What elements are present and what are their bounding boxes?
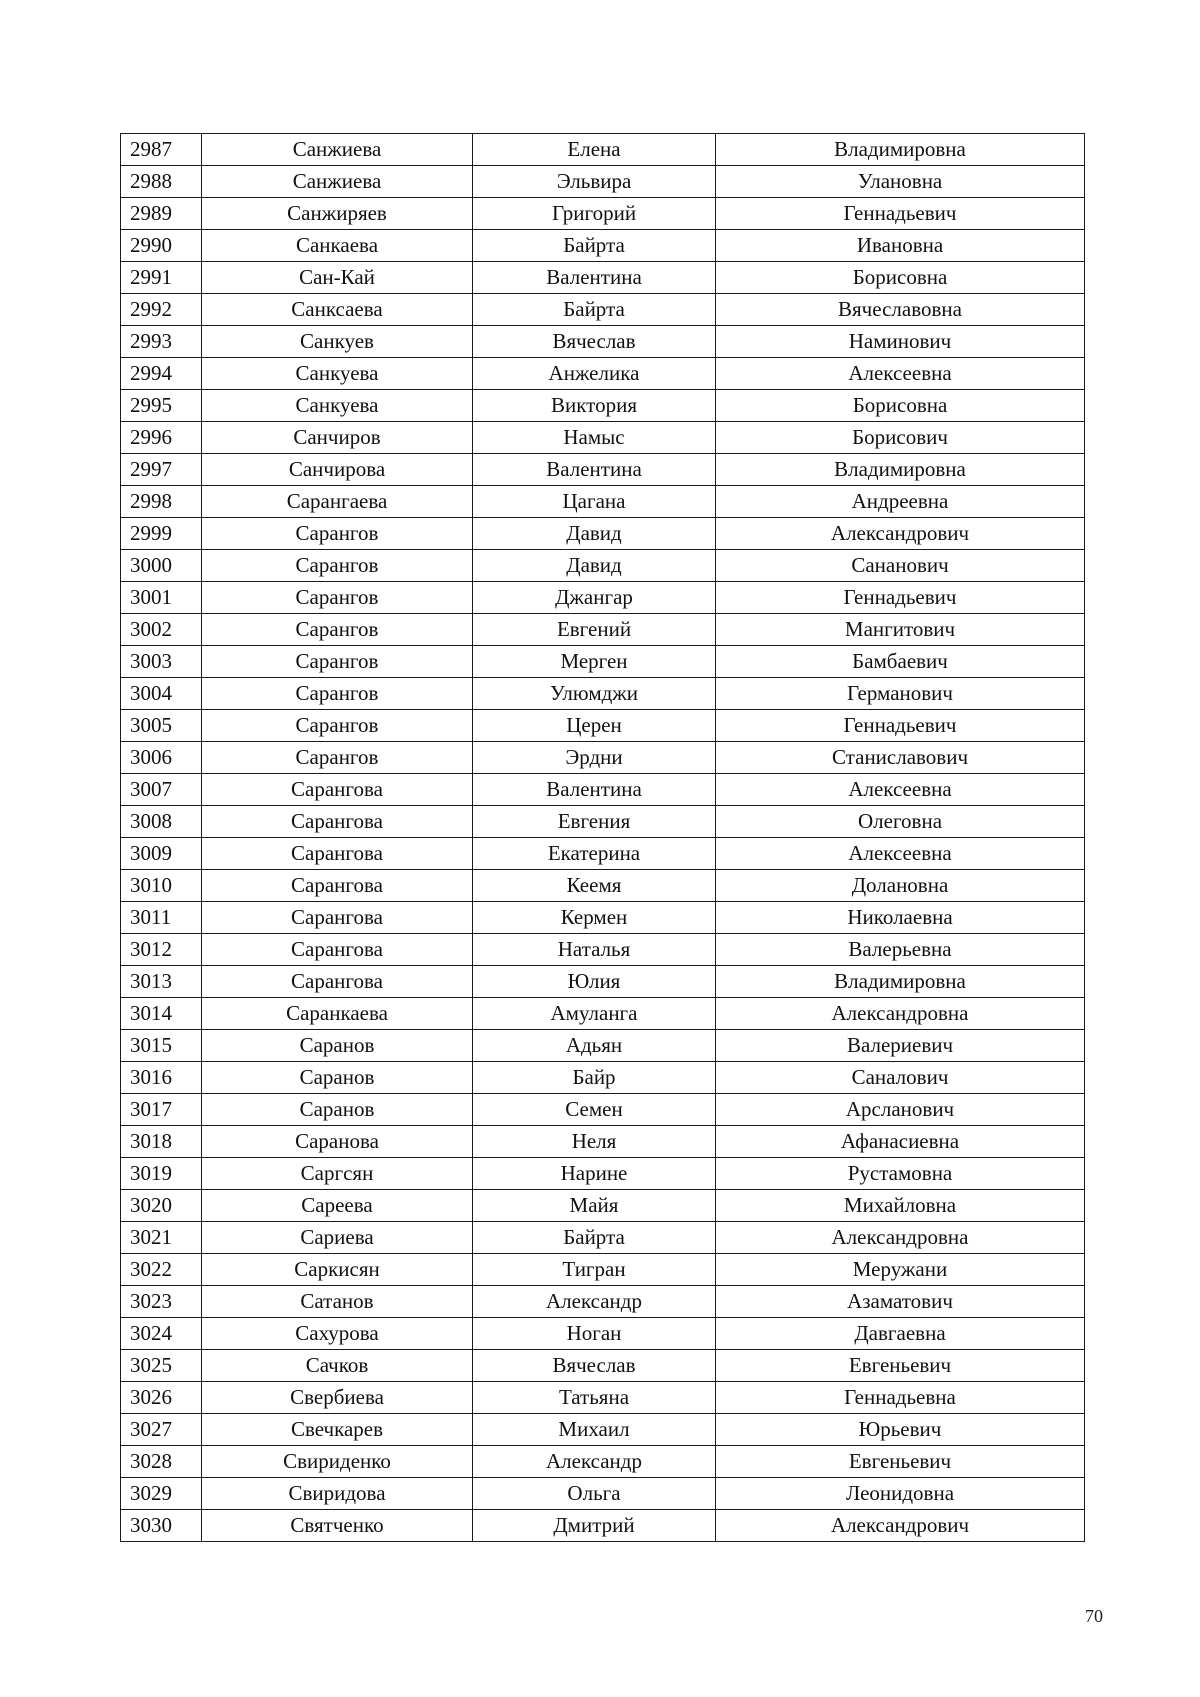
last-name-cell: Саранкаева: [202, 998, 473, 1030]
first-name-cell: Кермен: [473, 902, 716, 934]
first-name-cell: Александр: [473, 1286, 716, 1318]
last-name-cell: Сачков: [202, 1350, 473, 1382]
table-row: [121, 486, 1085, 518]
last-name-cell: Сареева: [202, 1190, 473, 1222]
patronymic-cell: Улановна: [716, 166, 1085, 198]
patronymic-cell: Александровна: [716, 998, 1085, 1030]
patronymic-cell: Александровна: [716, 1222, 1085, 1254]
patronymic-cell: Азаматович: [716, 1286, 1085, 1318]
table-row: [121, 870, 1085, 902]
table-row: [121, 1158, 1085, 1190]
row-number-cell: 3027: [121, 1414, 202, 1446]
patronymic-cell: Долановна: [716, 870, 1085, 902]
table-row: [121, 1190, 1085, 1222]
table-row: [121, 1446, 1085, 1478]
patronymic-cell: Владимировна: [716, 966, 1085, 998]
last-name-cell: Свербиева: [202, 1382, 473, 1414]
patronymic-cell: Юрьевич: [716, 1414, 1085, 1446]
last-name-cell: Санжиряев: [202, 198, 473, 230]
patronymic-cell: Германович: [716, 678, 1085, 710]
first-name-cell: Дмитрий: [473, 1510, 716, 1542]
last-name-cell: Санчиров: [202, 422, 473, 454]
table-row: [121, 1126, 1085, 1158]
first-name-cell: Амуланга: [473, 998, 716, 1030]
last-name-cell: Саркисян: [202, 1254, 473, 1286]
first-name-cell: Эрдни: [473, 742, 716, 774]
last-name-cell: Саранова: [202, 1126, 473, 1158]
row-number-cell: 3007: [121, 774, 202, 806]
patronymic-cell: Борисовна: [716, 390, 1085, 422]
row-number-cell: 3004: [121, 678, 202, 710]
last-name-cell: Сарангов: [202, 614, 473, 646]
table-row: [121, 614, 1085, 646]
patronymic-cell: Валерьевна: [716, 934, 1085, 966]
patronymic-cell: Бамбаевич: [716, 646, 1085, 678]
row-number-cell: 2995: [121, 390, 202, 422]
row-number-cell: 3029: [121, 1478, 202, 1510]
first-name-cell: Нарине: [473, 1158, 716, 1190]
table-row: [121, 646, 1085, 678]
patronymic-cell: Рустамовна: [716, 1158, 1085, 1190]
table-row: [121, 1510, 1085, 1542]
patronymic-cell: Валериевич: [716, 1030, 1085, 1062]
first-name-cell: Юлия: [473, 966, 716, 998]
patronymic-cell: Ивановна: [716, 230, 1085, 262]
table-row: [121, 934, 1085, 966]
table-row: [121, 358, 1085, 390]
patronymic-cell: Меружани: [716, 1254, 1085, 1286]
row-number-cell: 3030: [121, 1510, 202, 1542]
last-name-cell: Сатанов: [202, 1286, 473, 1318]
first-name-cell: Байрта: [473, 230, 716, 262]
patronymic-cell: Борисовна: [716, 262, 1085, 294]
last-name-cell: Санксаева: [202, 294, 473, 326]
first-name-cell: Майя: [473, 1190, 716, 1222]
patronymic-cell: Алексеевна: [716, 358, 1085, 390]
first-name-cell: Григорий: [473, 198, 716, 230]
first-name-cell: Екатерина: [473, 838, 716, 870]
last-name-cell: Сарангова: [202, 902, 473, 934]
patronymic-cell: Николаевна: [716, 902, 1085, 934]
table-row: [121, 742, 1085, 774]
patronymic-cell: Евгеньевич: [716, 1350, 1085, 1382]
first-name-cell: Неля: [473, 1126, 716, 1158]
table-row: [121, 998, 1085, 1030]
table-row: [121, 774, 1085, 806]
table-row: [121, 582, 1085, 614]
first-name-cell: Давид: [473, 518, 716, 550]
patronymic-cell: Александрович: [716, 518, 1085, 550]
table-row: [121, 1222, 1085, 1254]
last-name-cell: Сан-Кай: [202, 262, 473, 294]
row-number-cell: 3025: [121, 1350, 202, 1382]
table-row: [121, 1318, 1085, 1350]
row-number-cell: 3011: [121, 902, 202, 934]
last-name-cell: Сарангова: [202, 774, 473, 806]
row-number-cell: 2993: [121, 326, 202, 358]
last-name-cell: Сарангова: [202, 806, 473, 838]
row-number-cell: 3028: [121, 1446, 202, 1478]
patronymic-cell: Геннадьевна: [716, 1382, 1085, 1414]
row-number-cell: 3005: [121, 710, 202, 742]
row-number-cell: 3000: [121, 550, 202, 582]
table-row: [121, 198, 1085, 230]
patronymic-cell: Андреевна: [716, 486, 1085, 518]
patronymic-cell: Афанасиевна: [716, 1126, 1085, 1158]
first-name-cell: Михаил: [473, 1414, 716, 1446]
last-name-cell: Сарангов: [202, 710, 473, 742]
row-number-cell: 3015: [121, 1030, 202, 1062]
first-name-cell: Намыс: [473, 422, 716, 454]
first-name-cell: Ольга: [473, 1478, 716, 1510]
first-name-cell: Валентина: [473, 262, 716, 294]
patronymic-cell: Геннадьевич: [716, 710, 1085, 742]
first-name-cell: Давид: [473, 550, 716, 582]
first-name-cell: Вячеслав: [473, 326, 716, 358]
first-name-cell: Валентина: [473, 774, 716, 806]
last-name-cell: Святченко: [202, 1510, 473, 1542]
first-name-cell: Байрта: [473, 294, 716, 326]
last-name-cell: Свириденко: [202, 1446, 473, 1478]
patronymic-cell: Сананович: [716, 550, 1085, 582]
patronymic-cell: Владимировна: [716, 134, 1085, 166]
first-name-cell: Мерген: [473, 646, 716, 678]
patronymic-cell: Вячеславовна: [716, 294, 1085, 326]
first-name-cell: Евгения: [473, 806, 716, 838]
table-row: [121, 166, 1085, 198]
row-number-cell: 3017: [121, 1094, 202, 1126]
table-row: [121, 966, 1085, 998]
row-number-cell: 2989: [121, 198, 202, 230]
row-number-cell: 3023: [121, 1286, 202, 1318]
patronymic-cell: Алексеевна: [716, 838, 1085, 870]
table-row: [121, 326, 1085, 358]
first-name-cell: Ноган: [473, 1318, 716, 1350]
table-row: [121, 1286, 1085, 1318]
row-number-cell: 3024: [121, 1318, 202, 1350]
last-name-cell: Свиридова: [202, 1478, 473, 1510]
last-name-cell: Сариева: [202, 1222, 473, 1254]
table-row: [121, 838, 1085, 870]
table-row: [121, 1350, 1085, 1382]
first-name-cell: Улюмджи: [473, 678, 716, 710]
last-name-cell: Санчирова: [202, 454, 473, 486]
row-number-cell: 2990: [121, 230, 202, 262]
patronymic-cell: Наминович: [716, 326, 1085, 358]
first-name-cell: Елена: [473, 134, 716, 166]
patronymic-cell: Давгаевна: [716, 1318, 1085, 1350]
row-number-cell: 2999: [121, 518, 202, 550]
patronymic-cell: Геннадьевич: [716, 582, 1085, 614]
row-number-cell: 2991: [121, 262, 202, 294]
row-number-cell: 3013: [121, 966, 202, 998]
table-row: [121, 422, 1085, 454]
patronymic-cell: Владимировна: [716, 454, 1085, 486]
last-name-cell: Санжиева: [202, 134, 473, 166]
table-row: [121, 1382, 1085, 1414]
row-number-cell: 3020: [121, 1190, 202, 1222]
row-number-cell: 3018: [121, 1126, 202, 1158]
last-name-cell: Сарангова: [202, 966, 473, 998]
table-row: [121, 230, 1085, 262]
table-row: [121, 1094, 1085, 1126]
last-name-cell: Саранов: [202, 1094, 473, 1126]
first-name-cell: Наталья: [473, 934, 716, 966]
last-name-cell: Сарангов: [202, 678, 473, 710]
last-name-cell: Сарангова: [202, 870, 473, 902]
row-number-cell: 3021: [121, 1222, 202, 1254]
roster-table-body: [121, 134, 1085, 1542]
row-number-cell: 3026: [121, 1382, 202, 1414]
last-name-cell: Сарангова: [202, 838, 473, 870]
last-name-cell: Саранов: [202, 1062, 473, 1094]
row-number-cell: 3008: [121, 806, 202, 838]
patronymic-cell: Алексеевна: [716, 774, 1085, 806]
first-name-cell: Цагана: [473, 486, 716, 518]
row-number-cell: 3019: [121, 1158, 202, 1190]
row-number-cell: 2996: [121, 422, 202, 454]
patronymic-cell: Арсланович: [716, 1094, 1085, 1126]
first-name-cell: Александр: [473, 1446, 716, 1478]
page-number: 70: [1085, 1606, 1103, 1626]
row-number-cell: 3009: [121, 838, 202, 870]
patronymic-cell: Александрович: [716, 1510, 1085, 1542]
row-number-cell: 2992: [121, 294, 202, 326]
row-number-cell: 2988: [121, 166, 202, 198]
row-number-cell: 2987: [121, 134, 202, 166]
row-number-cell: 3016: [121, 1062, 202, 1094]
table-row: [121, 1062, 1085, 1094]
table-row: [121, 454, 1085, 486]
first-name-cell: Байрта: [473, 1222, 716, 1254]
row-number-cell: 3002: [121, 614, 202, 646]
last-name-cell: Сарангов: [202, 518, 473, 550]
last-name-cell: Сарангов: [202, 646, 473, 678]
patronymic-cell: Олеговна: [716, 806, 1085, 838]
row-number-cell: 3012: [121, 934, 202, 966]
table-row: [121, 1478, 1085, 1510]
first-name-cell: Адьян: [473, 1030, 716, 1062]
patronymic-cell: Леонидовна: [716, 1478, 1085, 1510]
row-number-cell: 2998: [121, 486, 202, 518]
last-name-cell: Санкаева: [202, 230, 473, 262]
first-name-cell: Евгений: [473, 614, 716, 646]
first-name-cell: Валентина: [473, 454, 716, 486]
row-number-cell: 3003: [121, 646, 202, 678]
last-name-cell: Санкуева: [202, 390, 473, 422]
table-row: [121, 902, 1085, 934]
first-name-cell: Тигран: [473, 1254, 716, 1286]
row-number-cell: 3022: [121, 1254, 202, 1286]
last-name-cell: Сарангов: [202, 742, 473, 774]
first-name-cell: Эльвира: [473, 166, 716, 198]
last-name-cell: Санжиева: [202, 166, 473, 198]
table-row: [121, 550, 1085, 582]
patronymic-cell: Михайловна: [716, 1190, 1085, 1222]
table-row: [121, 1414, 1085, 1446]
patronymic-cell: Геннадьевич: [716, 198, 1085, 230]
row-number-cell: 2994: [121, 358, 202, 390]
table-row: [121, 678, 1085, 710]
first-name-cell: Анжелика: [473, 358, 716, 390]
last-name-cell: Сахурова: [202, 1318, 473, 1350]
table-row: [121, 1254, 1085, 1286]
first-name-cell: Вячеслав: [473, 1350, 716, 1382]
table-row: [121, 1030, 1085, 1062]
last-name-cell: Свечкарев: [202, 1414, 473, 1446]
last-name-cell: Сарангова: [202, 934, 473, 966]
last-name-cell: Саранов: [202, 1030, 473, 1062]
last-name-cell: Сарангаева: [202, 486, 473, 518]
table-row: [121, 294, 1085, 326]
last-name-cell: Саргсян: [202, 1158, 473, 1190]
table-row: [121, 390, 1085, 422]
patronymic-cell: Станиславович: [716, 742, 1085, 774]
table-row: [121, 518, 1085, 550]
row-number-cell: 3006: [121, 742, 202, 774]
patronymic-cell: Мангитович: [716, 614, 1085, 646]
row-number-cell: 3010: [121, 870, 202, 902]
table-row: [121, 710, 1085, 742]
patronymic-cell: Саналович: [716, 1062, 1085, 1094]
first-name-cell: Семен: [473, 1094, 716, 1126]
table-row: [121, 806, 1085, 838]
first-name-cell: Кеемя: [473, 870, 716, 902]
patronymic-cell: Евгеньевич: [716, 1446, 1085, 1478]
table-row: [121, 134, 1085, 166]
last-name-cell: Санкуев: [202, 326, 473, 358]
first-name-cell: Виктория: [473, 390, 716, 422]
row-number-cell: 3014: [121, 998, 202, 1030]
table-row: [121, 262, 1085, 294]
last-name-cell: Сарангов: [202, 582, 473, 614]
row-number-cell: 3001: [121, 582, 202, 614]
first-name-cell: Байр: [473, 1062, 716, 1094]
row-number-cell: 2997: [121, 454, 202, 486]
last-name-cell: Санкуева: [202, 358, 473, 390]
patronymic-cell: Борисович: [716, 422, 1085, 454]
roster-table: [120, 133, 1085, 1542]
first-name-cell: Татьяна: [473, 1382, 716, 1414]
first-name-cell: Церен: [473, 710, 716, 742]
last-name-cell: Сарангов: [202, 550, 473, 582]
first-name-cell: Джангар: [473, 582, 716, 614]
